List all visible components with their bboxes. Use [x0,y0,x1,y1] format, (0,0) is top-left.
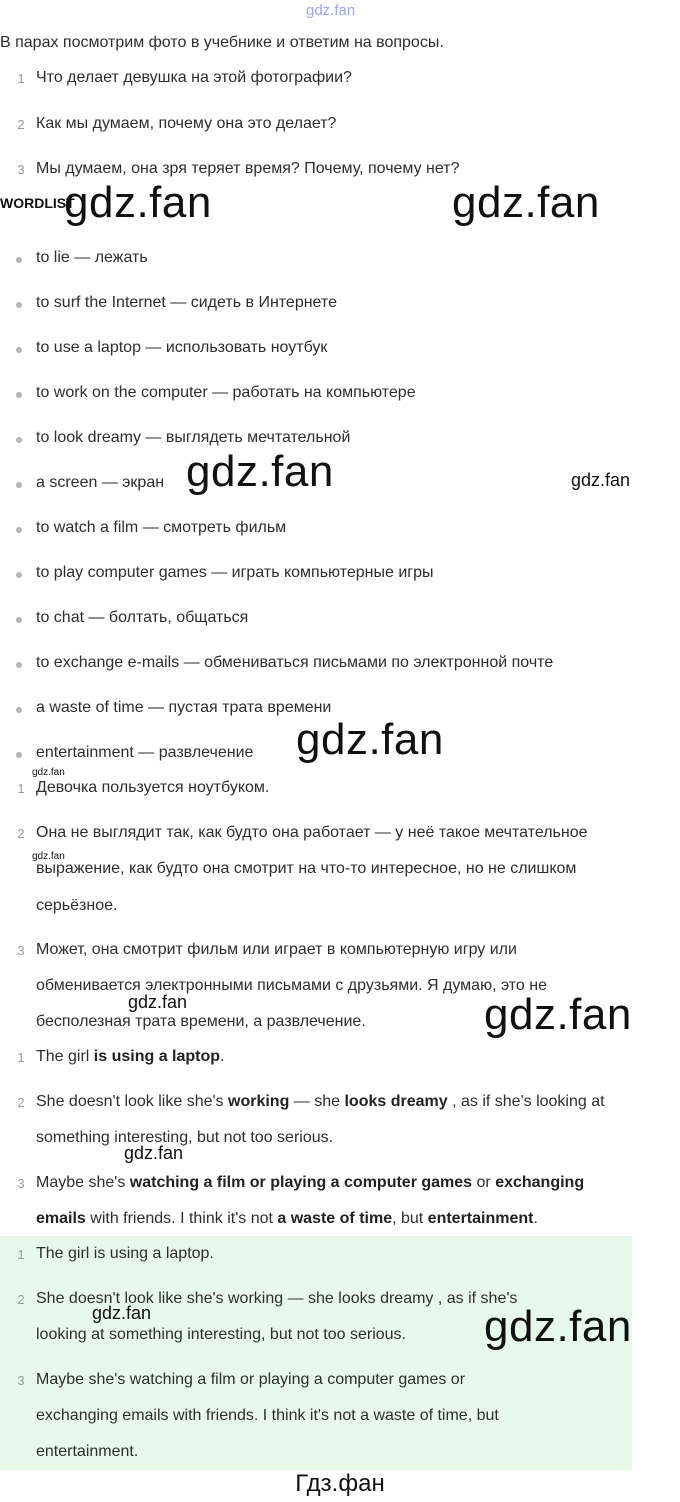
item-number: 1 [17,71,25,86]
watermark: gdz.fan [64,178,212,227]
item-number: 3 [17,1373,25,1388]
item-number: 3 [17,1176,25,1191]
answer-line: exchanging emails with friends. I think it's not a waste of time, but [36,1407,499,1424]
watermark: gdz.fan [484,990,632,1039]
watermark: gdz.fan [571,470,631,490]
word-entry: to play computer games — играть компьютерные игры [36,564,434,581]
bullet-icon [16,347,22,353]
word-entry: to work on the computer — работать на компьютере [36,384,416,401]
answer-line: entertainment. [36,1443,139,1460]
bullet-icon [16,617,22,623]
word-entry: to watch a film — смотреть фильм [36,519,287,536]
bullet-icon [16,437,22,443]
answer-line: серьёзное. [36,897,118,914]
watermark: gdz.fan [32,851,65,862]
word-entry: to use a laptop — использовать ноутбук [36,339,328,356]
bullet-icon [16,572,22,578]
bullet-icon [16,662,22,668]
word-entry: to surf the Internet — сидеть в Интернете [36,294,337,311]
watermark-top: gdz.fan [306,2,356,19]
word-entry: to lie — лежать [36,249,148,266]
word-entry: entertainment — развлечение [36,744,254,761]
word-entry: a waste of time — пустая трата времени [36,699,332,716]
wordlist-heading: WORDLIST [0,195,75,211]
bullet-icon [16,752,22,758]
answer-line: бесполезная трата времени, а развлечение. [36,1013,366,1030]
bullet-icon [16,302,22,308]
answer-line: something interesting, but not too serious. [36,1129,334,1146]
word-entry: a screen — экран [36,474,165,491]
item-number: 1 [17,1247,25,1262]
watermark: gdz.fan [128,992,188,1012]
word-entry: to exchange e-mails — обмениваться письмами по электронной почте [36,654,554,671]
bullet-icon [16,482,22,488]
answer-line: She doesn't look like she's working — she looks dreamy , as if she's [36,1290,518,1307]
answer-line: She doesn't look like she's working — she looks dreamy , as if she's looking at [36,1093,605,1110]
word-entry: to look dreamy — выглядеть мечтательной [36,429,351,446]
intro-text: В парах посмотрим фото в учебнике и ответим на вопросы. [0,34,444,51]
item-number: 2 [17,1095,25,1110]
answer-line: Она не выглядит так, как будто она работает — у неё такое мечтательное [36,824,588,841]
watermark: gdz.fan [296,715,444,764]
question-text: Что делает девушка на этой фотографии? [36,69,352,86]
word-entry: to chat — болтать, общаться [36,609,249,626]
answer-line: looking at something interesting, but not too serious. [36,1326,406,1343]
watermark: gdz.fan [32,767,65,778]
question-text: Как мы думаем, почему она это делает? [36,115,337,132]
footer-watermark: Гдз.фан [295,1470,385,1497]
watermark: gdz.fan [92,1303,152,1323]
item-number: 2 [17,117,25,132]
item-number: 1 [17,1050,25,1065]
answer-line: Девочка пользуется ноутбуком. [36,779,270,796]
watermark: gdz.fan [452,178,600,227]
item-number: 2 [17,1292,25,1307]
answer-line: Maybe she's watching a film or playing a computer games or exchanging [36,1174,585,1191]
item-number: 3 [17,162,25,177]
answer-line: emails with friends. I think it's not a waste of time, but entertainment. [36,1210,538,1227]
watermark: gdz.fan [186,447,334,496]
answer-line: выражение, как будто она смотрит на что-то интересное, но не слишком [36,860,577,877]
watermark: gdz.fan [124,1143,184,1163]
question-text: Мы думаем, она зря теряет время? Почему, почему нет? [36,160,460,177]
answer-line: The girl is using a laptop. [36,1245,214,1262]
item-number: 1 [17,781,25,796]
item-number: 3 [17,943,25,958]
answer-line: The girl is using a laptop. [36,1048,225,1065]
watermark: gdz.fan [484,1302,632,1351]
bullet-icon [16,257,22,263]
answer-line: Может, она смотрит фильм или играет в компьютерную игру или [36,941,517,958]
bullet-icon [16,707,22,713]
bullet-icon [16,527,22,533]
answer-line: Maybe she's watching a film or playing a computer games or [36,1371,466,1388]
answer-panel [0,1236,632,1470]
item-number: 2 [17,826,25,841]
answer-line: обменивается электронными письмами с друзьями. Я думаю, это не [36,977,547,994]
bullet-icon [16,392,22,398]
